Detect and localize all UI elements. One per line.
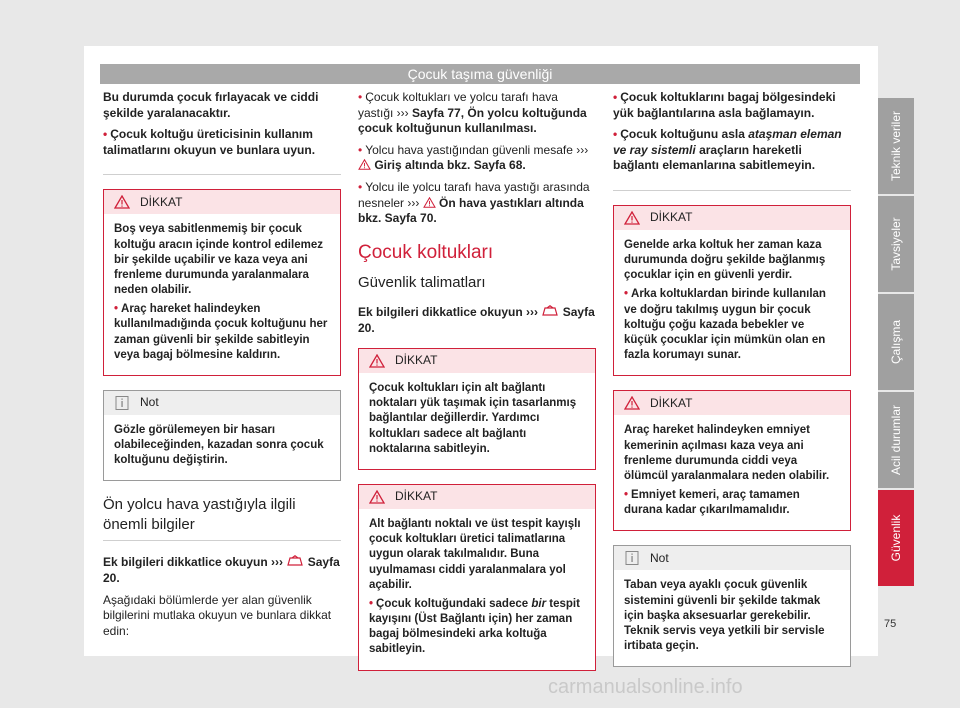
warning-triangle-icon (369, 354, 385, 368)
warning-box (103, 189, 341, 376)
book-icon[interactable] (541, 305, 559, 317)
warning-bullet-text: Araç hareket halindeyken kullanılmadığında çocuk koltuğunu her zaman güvenli bir şekilde sabitleyin veya bagaj bölmesine kaldırın. (114, 303, 328, 361)
warning-box (358, 348, 596, 470)
note-label: Not (650, 550, 669, 565)
bullet-icon: • (358, 142, 363, 157)
intro-block (613, 90, 851, 191)
intro-bullet-text: Çocuk koltuklarını bagaj bölgesindeki yük bağlantılarına asla bağlamayın. (613, 90, 836, 120)
reference-prefix: Ek bilgileri dikkatlice okuyun ››› (358, 304, 539, 319)
warning-bullet-text: Arka koltuklardan birinde kullanılan ve doğru takılmış uygun bir çocuk koltuğu çoğu kazada bebekler ve küçük çocuklar için mümkün olan en fazla korumayı sunar. (624, 288, 826, 362)
list-item-text: Yolcu ile yolcu tarafı hava yastığı arasında nesneler ››› (358, 179, 590, 210)
page-number: 75 (884, 618, 897, 630)
warning-bullet-text: tespit kayışını (Üst Bağlantı için) her zaman bagaj bölmesindeki arka koltuğa sabitleyin. (369, 597, 580, 656)
intro-bullet (613, 127, 851, 174)
warning-text: Genelde arka koltuk her zaman kaza durumunda doğru şekilde bağlanmış çocuklar için en güvenli yerdir. (624, 238, 826, 282)
warning-header (614, 391, 850, 415)
warning-header (359, 485, 595, 509)
note-label: Not (140, 395, 159, 410)
column-3 (613, 90, 851, 681)
warning-bullet-emphasis: bir (531, 597, 547, 610)
tab-label: Teknik veriler (889, 110, 903, 182)
reference-line (103, 555, 341, 586)
intro-block (103, 90, 341, 175)
bullet-icon: • (369, 597, 374, 610)
warning-box (613, 205, 851, 376)
note-box (103, 390, 341, 482)
warning-triangle-icon (369, 490, 385, 504)
intro-bullet (103, 127, 341, 158)
warning-body (104, 214, 340, 375)
bullet-icon: • (613, 90, 618, 104)
intro-text: Bu durumda çocuk fırlayacak ve ciddi şekilde yaralanacaktır. (103, 90, 319, 120)
info-icon (624, 551, 640, 565)
airbag-heading: Ön yolcu hava yastığıyla ilgili önemli bilgiler (103, 495, 341, 541)
note-body (104, 415, 340, 481)
warning-bullet-text: Emniyet kemeri, araç tamamen durana kadar çıkarılmamalıdır. (624, 489, 800, 517)
warning-text: Alt bağlantı noktalı ve üst tespit kayışlı çocuk koltukları üretici talimatlarına uygun olarak takılmalıdır. Buna uyulmaması ciddi yaralanmalara yol açabilir. (369, 517, 581, 591)
note-text: Gözle görülemeyen bir hasarı olabileceğinden, kazadan sonra çocuk koltuğunu değiştirin. (114, 423, 324, 467)
warning-text: Çocuk koltukları için alt bağlantı noktaları yük taşımak için tasarlanmış bağlantılar değillerdir. Yardımcı koltukları sadece alt bağlantı noktalarına sabitleyin. (369, 382, 577, 455)
column-2 (358, 90, 596, 685)
body-text: Aşağıdaki bölümlerde yer alan güvenlik bilgilerini mutlaka okuyun ve bunlara dikkat edin: (103, 592, 332, 638)
warning-bullet (114, 302, 330, 363)
list-item-link[interactable]: Giriş altında bkz. Sayfa 68. (374, 158, 526, 173)
tab-label: Acil durumlar (889, 404, 903, 476)
watermark: carmanualsonline.info (548, 676, 743, 698)
book-icon[interactable] (286, 555, 304, 567)
warning-body (614, 415, 850, 530)
warning-box (613, 390, 851, 531)
tab-label: Güvenlik (889, 514, 903, 562)
list-item-link[interactable]: Ön hava yastıkları altında bkz. Sayfa 70. (358, 195, 584, 226)
warning-box (358, 484, 596, 671)
section-heading: Güvenlik talimatları (358, 274, 486, 292)
bullet-icon: • (103, 127, 108, 142)
tab-acil-durumlar[interactable] (878, 392, 914, 488)
list-item (358, 90, 596, 137)
tab-teknik-veriler[interactable] (878, 98, 914, 194)
reference-line (358, 305, 596, 336)
intro-bullet (613, 90, 851, 121)
warning-body (359, 509, 595, 670)
chapter-heading: Çocuk koltukları (358, 241, 494, 263)
list-item (358, 180, 596, 227)
list-item (358, 143, 596, 174)
bullet-icon: • (114, 303, 119, 316)
warning-bullet (624, 488, 840, 518)
intro-bullet-text: Çocuk koltuğunu asla (620, 127, 745, 142)
warning-bullet (369, 597, 585, 658)
bullet-icon: • (624, 489, 629, 502)
bullet-icon: • (358, 90, 363, 104)
bullet-icon: • (358, 179, 363, 194)
bullet-icon: • (613, 127, 618, 142)
warning-header (359, 349, 595, 373)
warning-label: DİKKAT (650, 395, 693, 410)
intro-bullet-emphasis: ataşman eleman ve ray sistemli (613, 127, 842, 157)
note-body (614, 570, 850, 666)
list-item-text: Çocuk koltukları ve yolcu tarafı hava yastığı ››› (358, 90, 558, 120)
intro-bullet-text: Çocuk koltuğu üreticisinin kullanım talimatlarını okuyun ve bunlara uyun. (103, 127, 316, 157)
warning-body (614, 230, 850, 375)
list-item-link[interactable]: Sayfa 77, Ön yolcu koltuğunda çocuk koltuğunun kullanılması. (358, 105, 587, 136)
tab-tavsiyeler[interactable] (878, 196, 914, 292)
intro-bullet-text: araçların hareketli bağlantı elemanlarına sabitlemeyin. (613, 142, 816, 173)
warning-header (614, 206, 850, 230)
reference-prefix: Ek bilgileri dikkatlice okuyun ››› (103, 555, 284, 570)
warning-text: Araç hareket halindeyken emniyet kemerinin açılması kaza veya ani frenleme durumunda ciddi veya ölümcül yaralanmalara neden olabilir. (624, 424, 830, 482)
column-1 (103, 90, 341, 645)
warning-label: DİKKAT (140, 194, 183, 209)
warning-bullet-text: Çocuk koltuğundaki sadece (376, 597, 529, 610)
info-icon (114, 396, 130, 410)
note-header (614, 546, 850, 570)
reference-suffix[interactable]: Sayfa 20. (103, 555, 340, 586)
bullet-icon: • (624, 288, 629, 301)
tab-guvenlik[interactable] (878, 490, 914, 586)
warning-label: DİKKAT (650, 210, 693, 225)
tab-calisma[interactable] (878, 294, 914, 390)
note-text: Taban veya ayaklı çocuk güvenlik sistemini güvenli bir şekilde takmak için başka aksesuarlar gerekebilir. Teknik servis veya yetkili bir servisle irtibata geçin. (624, 579, 825, 653)
warning-triangle-icon (624, 211, 640, 225)
warning-text: Boş veya sabitlenmemiş bir çocuk koltuğu aracın içinde kontrol edilemez bir şekilde uçabilir ve kaza veya ani frenleme durumunda yaralanmalara neden olabilir. (114, 223, 323, 297)
note-box (613, 545, 851, 667)
warning-label: DİKKAT (395, 489, 438, 504)
warning-triangle-icon (114, 195, 130, 209)
reference-suffix[interactable]: Sayfa 20. (358, 304, 595, 335)
tab-label: Tavsiyeler (889, 217, 903, 271)
chapter-tabs (878, 98, 914, 588)
warning-label: DİKKAT (395, 353, 438, 368)
warning-body (359, 373, 595, 469)
note-header (104, 391, 340, 415)
warning-bullet (624, 287, 840, 363)
warning-triangle-icon (423, 197, 436, 208)
warning-triangle-icon (624, 396, 640, 410)
list-item-text: Yolcu hava yastığından güvenli mesafe ››› (365, 142, 589, 157)
tab-label: Çalışma (889, 319, 903, 365)
warning-triangle-icon (358, 159, 371, 170)
page-header: Çocuk taşıma güvenliği (100, 64, 860, 84)
warning-header (104, 190, 340, 214)
